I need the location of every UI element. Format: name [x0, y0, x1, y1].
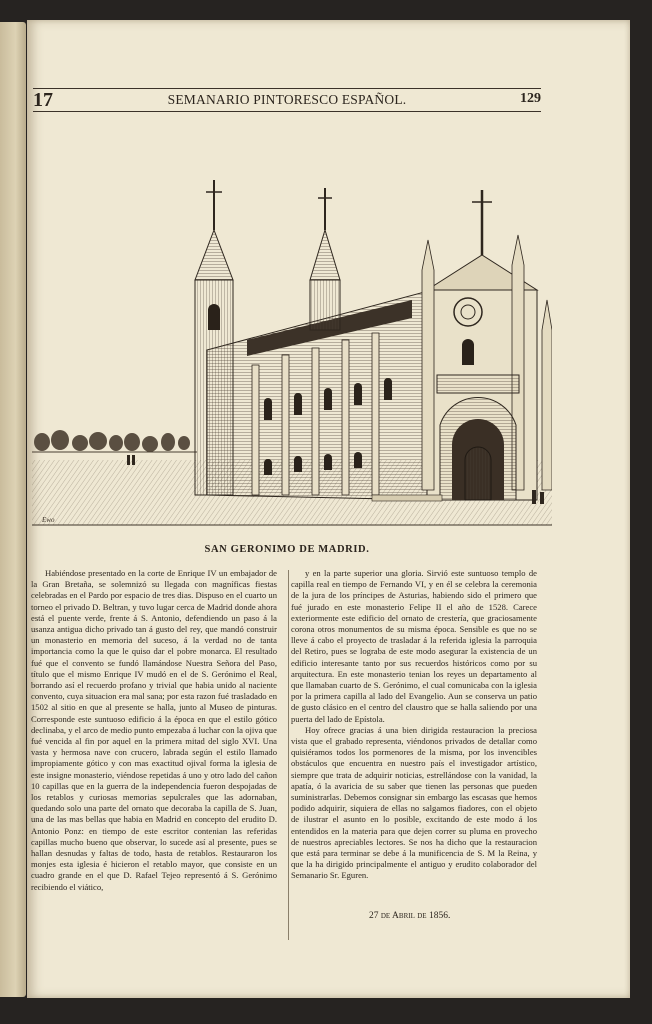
- column-rule: [288, 570, 289, 940]
- facing-page-edge: [0, 22, 26, 997]
- issue-number: 17: [33, 89, 53, 111]
- paragraph: Hoy ofrece gracias á una bien dirigida restauracion la preciosa vista que el grabado representa, viéndonos privados de detallar como quisiéramos todos los pormenores de la misma, por los invencibles obstáculos que encuentra en nuestro país el investigador artístico, siempre que trata de adquirir noticias, estrellándose con la vanidad, la apatía, ó la avaricia de su saber que tienen las personas que pueden suministrarlas. Debemos consignar sin embargo las escasas que hemos podido adquirir, siquiera de ellas no salgamos fiadores, con el objeto de ilustrar el asunto en lo posible, excitando de este modo á los entendidos en la materia para que dejen correr su pluma en provecho de nuestros apreciables lectores. Se nos ha dicho que la restauracion que está para terminar se debe á la munificencia de S. M la Reina, y que la ha dirigido principalmente el antiguo y erudito colaborador del Semanario Sr. Eguren.: [291, 724, 537, 881]
- page-right-edge-shadow: [630, 20, 652, 998]
- church-engraving: [32, 150, 552, 530]
- paragraph: Habiéndose presentado en la corte de Enrique IV un embajador de la Gran Bretaña, se solemnizó su llegada con magníficas fiestas celebradas en el Pardo por espacio de tres dias. Dispuso en el cuarto un torneo el privado D. Beltran, y tuvo lugar cerca de Madrid donde ahora está el puente verde, frente á S. Antonio, defendiendo un paso á la usanza antigua dicho privado tan á gusto del rey, que mandó construir un monasterio en memoria del suceso, á la verdad no de tanta importancia como la que le quiso dar el pobre monarca. El resultado fué que el convento se fundó llamándose Nuestra Señora del Paso, título que el mismo Enrique IV mudó en el de S. Gerónimo el Real, borrando así el recuerdo profano y trivial que habia unido al naciente convento, cuya situacion era mal sana; por esta razon fué trasladado en 1502 al sitio en que al presente se halla, junto al Museo de pinturas. Corresponde este suntuoso edificio á la época en que el estilo gótico declinaba, y el arco de medio punto empezaba á luchar con la ojiva que fué vencida al fin por aquel en la primera mitad del siglo XVI. Una vasta y hermosa nave con crucero, labrada según el estilo llamado impropiamente gótico y con mas exactitud ojival forma la iglesia de este insigne monasterio, viéndose repetidas á uno y otro lado del cañon 10 capillas que en la guerra de la independencia fueron despojadas de los retablos y curiosas memorias sepulcrales que las adornaban, quedando solo una parte del ornato que decoraba la capilla de S. Juan, una de las mas bellas que habia en Madrid en concepto del erudito D. Antonio Ponz: en tiempo de este escritor contenian las referidas capillas mucho bueno que observar, lo sucede así al presente, pues se hallan desnudas y faltas de todo, hasta de retablos. Restauraron los monjes esta iglesia é hicieron el retablo mayor, que consiste en un cuadro grande en el que D. Rafael Tejeo representó á S. Gerónimo recibiendo el viático,: [31, 568, 277, 892]
- article-column-left: [31, 568, 277, 893]
- article-date: 27 de Abril de 1856.: [369, 911, 451, 921]
- article-column-right: [291, 568, 537, 882]
- illustration-caption: SAN GERONIMO DE MADRID.: [204, 544, 370, 555]
- paragraph: y en la parte superior una gloria. Sirvió este suntuoso templo de capilla real en tiempo de Fernando VI, y en él se celebra la ceremonia de la jura de los príncipes de Asturias, habiendo sido el primero que fué jurado en este monasterio Felipe II el año de 1528. Carece exteriormente este edificio del ornato de crestería, que graciosamente corona otros monumentos de su misma época. Sensible es que no se lleve á cabo el proyecto de trasladar á la referida iglesia la parroquia del Retiro, pues se lograba de este modo asegurar la existencia de un edificio interesante tanto por sus recuerdos históricos como por su arquitectura. En este monasterio tenian los reyes un departamento al que llamaban cuarto de S. Gerónimo, el cual comunicaba con la iglesia por la primera capilla al lado del Evangelio. Aun se conserva un patio de gusto clásico en el centro del claustro que se halla saliendo por una puerta del lado de Epístola.: [291, 568, 537, 724]
- publication-title: SEMANARIO PINTORESCO ESPAÑOL.: [167, 92, 407, 107]
- svg-text:Ewo: Ewo: [42, 516, 55, 524]
- page-number: 129: [520, 91, 541, 106]
- running-header: [33, 88, 541, 112]
